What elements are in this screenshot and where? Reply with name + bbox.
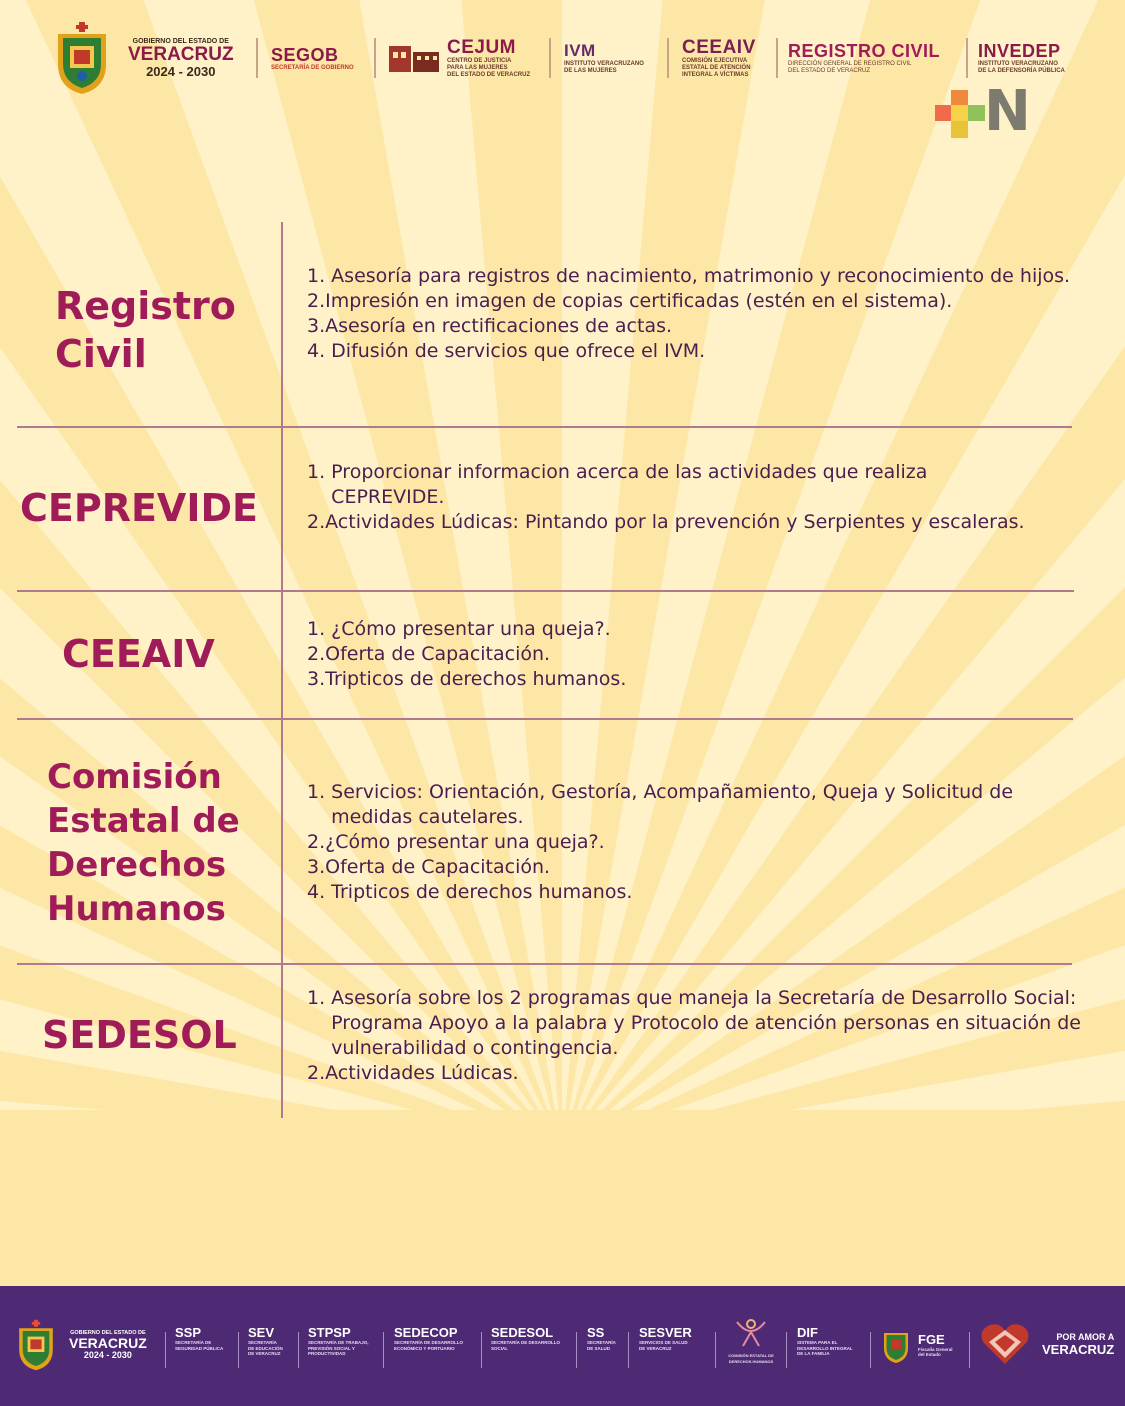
item-number: 1. [307, 265, 332, 287]
footer-ssp-logo [175, 1326, 223, 1351]
list-item [307, 510, 1107, 535]
heart-pattern-icon [980, 1322, 1030, 1366]
footer-bar [0, 1286, 1125, 1406]
list-item [307, 780, 1087, 830]
list-item [307, 339, 1087, 364]
row-divider [17, 426, 1072, 428]
item-text: Asesoría en rectificaciones de actas. [325, 315, 673, 337]
invedep-sub2: DE LA DEFENSORÍA PÚBLICA [978, 68, 1065, 74]
footer-cedh-logo [723, 1318, 779, 1364]
item-number: 2. [307, 511, 326, 533]
item-text: Oferta de Capacitación. [325, 856, 551, 878]
row-title-line: Civil [55, 332, 147, 376]
stpsp-sub2: PREVISIÓN SOCIAL Y [308, 1345, 355, 1351]
row-divider [17, 718, 1073, 720]
list-item [307, 642, 1087, 667]
registro-sub2: DEL ESTADO DE VERACRUZ [788, 68, 871, 74]
registro-title: REGISTRO CIVIL [788, 41, 941, 61]
row-title-line: Registro [55, 284, 236, 328]
footer-divider [165, 1332, 166, 1368]
segob-logo [271, 18, 354, 98]
ivm-logo [564, 18, 644, 98]
list-item [307, 314, 1087, 339]
item-text: Difusión de servicios que ofrece el IVM. [331, 340, 706, 362]
plus-n-brand-logo [934, 79, 1038, 144]
table-vertical-divider [281, 222, 283, 1118]
sesver-title: SESVER [639, 1325, 692, 1340]
header-divider [776, 38, 778, 78]
cejum-sub3: DEL ESTADO DE VERACRUZ [447, 71, 531, 78]
footer-gov-logo [15, 1318, 147, 1372]
dif-title: DIF [797, 1325, 818, 1340]
footer-divider [383, 1332, 384, 1368]
row-title-sedesol [42, 1011, 237, 1059]
footer-divider [298, 1332, 299, 1368]
row-title-line: CEEAIV [62, 632, 215, 676]
ss-sub2: DE SALUD [587, 1345, 611, 1351]
cejum-logo [389, 18, 530, 98]
registro-civil-list [307, 264, 1087, 364]
footer-fge-logo [880, 1326, 953, 1364]
ceeaiv-list [307, 617, 1087, 692]
row-title-line: Derechos [47, 845, 227, 885]
list-item [307, 617, 1087, 642]
stpsp-sub3: PRODUCTIVIDAD [308, 1351, 346, 1356]
footer-por-amor-logo [980, 1322, 1114, 1366]
ceeaiv-sub1: COMISIÓN EJECUTIVA [682, 57, 748, 64]
sedesol-sub1: SECRETARÍA DE DESARROLLO [491, 1340, 561, 1345]
item-number: 2. [307, 290, 326, 312]
item-text: ¿Cómo presentar una queja?. [331, 618, 611, 640]
ceeaiv-title: CEEAIV [682, 36, 756, 58]
item-text: Servicios: Orientación, Gestoría, Acompañamiento, Queja y Solicitud de medidas cautelares. [331, 781, 1014, 828]
footer-sesver-logo [639, 1326, 692, 1351]
item-text: ¿Cómo presentar una queja?. [325, 831, 605, 853]
cedh-sub2: DERECHOS HUMANOS [728, 1358, 774, 1364]
footer-gov-line2: VERACRUZ [69, 1335, 147, 1351]
row-title-ceeaiv [62, 630, 215, 678]
footer-divider [576, 1332, 577, 1368]
item-text: Asesoría para registros de nacimiento, matrimonio y reconocimiento de hijos. [331, 265, 1071, 287]
human-figure-icon [733, 1318, 769, 1348]
row-divider [17, 590, 1074, 592]
row-title-line: Estatal de [47, 801, 240, 841]
fge-title: FGE [918, 1331, 945, 1347]
sev-sub3: DE VERACRUZ [248, 1351, 281, 1356]
brand-letter: N [984, 79, 1031, 144]
cedh-sub1: COMISIÓN ESTATAL DE [728, 1353, 774, 1358]
footer-gov-line3: 2024 - 2030 [83, 1350, 132, 1360]
row-title-ceprevide [20, 484, 258, 532]
footer-gov-line1: GOBIERNO DEL ESTADO DE [70, 1330, 146, 1336]
cejum-sub2: PARA LAS MUJERES [447, 64, 508, 71]
item-number: 1. [307, 781, 332, 803]
list-item [307, 1061, 1087, 1086]
list-item [307, 986, 1087, 1061]
footer-divider [786, 1332, 787, 1368]
ssp-sub1: SECRETARÍA DE [175, 1340, 212, 1345]
amor-line1: POR AMOR A [1056, 1331, 1115, 1342]
item-number: 4. [307, 881, 332, 903]
cejum-sub1: CENTRO DE JUSTICIA [447, 57, 512, 64]
item-number: 1. [307, 461, 332, 483]
header-divider [374, 38, 376, 78]
sedecop-title: SEDECOP [394, 1325, 458, 1340]
ceprevide-list [307, 460, 1107, 535]
row-divider [17, 963, 1072, 965]
fge-sub1: Fiscalía General [918, 1346, 953, 1352]
stpsp-title: STPSP [308, 1325, 351, 1340]
item-text: Tripticos de derechos humanos. [331, 881, 633, 903]
item-text: Impresión en imagen de copias certificadas (estén en el sistema). [325, 290, 953, 312]
list-item [307, 880, 1087, 905]
sesver-sub1: SERVICIOS DE SALUD [639, 1340, 688, 1345]
footer-divider [481, 1332, 482, 1368]
item-number: 3. [307, 856, 326, 878]
ivm-sub1: INSTITUTO VERACRUZANO [564, 61, 644, 67]
veracruz-shield-icon [15, 1318, 57, 1372]
footer-divider [715, 1332, 716, 1368]
sev-sub1: SECRETARÍA [248, 1340, 277, 1345]
sesver-sub2: DE VERACRUZ [639, 1345, 672, 1351]
ss-sub1: SECRETARÍA [587, 1340, 616, 1345]
dif-sub2: DESARROLLO INTEGRAL [797, 1345, 853, 1351]
derechos-humanos-list [307, 780, 1087, 905]
item-text: Actividades Lúdicas. [325, 1062, 519, 1084]
item-text: Asesoría sobre los 2 programas que maneja la Secretaría de Desarrollo Social: Programa Apoyo a la palabra y Protocolo de atención personas en situación de vulnerabilidad o contingencia. [331, 987, 1081, 1059]
item-number: 2. [307, 831, 326, 853]
sedesol-title: SEDESOL [491, 1325, 554, 1340]
ceeaiv-sub2: ESTATAL DE ATENCIÓN [682, 64, 751, 71]
list-item [307, 460, 997, 510]
list-item [307, 855, 1087, 880]
gov-line2: VERACRUZ [128, 43, 234, 65]
segob-title: SEGOB [271, 44, 339, 65]
amor-line2: VERACRUZ [1042, 1341, 1115, 1357]
footer-sedesol-logo [491, 1326, 560, 1351]
gov-line1: GOBIERNO DEL ESTADO DE [132, 37, 229, 45]
item-number: 3. [307, 668, 326, 690]
sev-title: SEV [248, 1325, 275, 1340]
fge-shield-icon [880, 1326, 912, 1364]
row-title-registro-civil [55, 282, 236, 378]
footer-divider [238, 1332, 239, 1368]
row-title-derechos-humanos [47, 755, 240, 931]
item-number: 4. [307, 340, 332, 362]
item-text: Tripticos de derechos humanos. [325, 668, 627, 690]
list-item [307, 667, 1087, 692]
item-number: 2. [307, 1062, 326, 1084]
footer-ss-logo [587, 1326, 616, 1351]
dif-sub3: DE LA FAMILIA [797, 1351, 830, 1356]
veracruz-shield-icon [52, 20, 112, 96]
item-text: Proporcionar informacion acerca de las actividades que realiza CEPREVIDE. [331, 461, 928, 508]
cejum-title: CEJUM [447, 36, 517, 58]
item-number: 1. [307, 987, 332, 1009]
sedesol-list [307, 986, 1087, 1086]
item-number: 2. [307, 643, 326, 665]
footer-divider [870, 1332, 871, 1368]
invedep-sub1: INSTITUTO VERACRUZANO [978, 61, 1058, 67]
item-number: 3. [307, 315, 326, 337]
header-divider [966, 38, 968, 78]
item-text: Actividades Lúdicas: Pintando por la prevención y Serpientes y escaleras. [325, 511, 1025, 533]
list-item [307, 289, 1087, 314]
footer-divider [628, 1332, 629, 1368]
list-item [307, 264, 1087, 289]
registro-sub1: DIRECCIÓN GENERAL DE REGISTRO CIVIL [788, 61, 912, 67]
item-number: 1. [307, 618, 332, 640]
registro-civil-logo [788, 18, 940, 98]
segob-subtitle: SECRETARÍA DE GOBIERNO [271, 64, 354, 71]
row-title-line: CEPREVIDE [20, 486, 258, 530]
footer-sev-logo [248, 1326, 283, 1357]
header-divider [667, 38, 669, 78]
footer-divider [969, 1332, 970, 1368]
veracruz-government-logo [52, 18, 234, 98]
ivm-sub2: DE LAS MUJERES [564, 68, 617, 74]
row-title-line: SEDESOL [42, 1013, 237, 1057]
list-item [307, 830, 1087, 855]
sev-sub2: DE EDUCACIÓN [248, 1345, 283, 1351]
sedecop-sub2: ECONÓMICO Y PORTUARIO [394, 1345, 455, 1351]
stpsp-sub1: SECRETARÍA DE TRABAJO, [308, 1340, 369, 1345]
invedep-title: INVEDEP [978, 41, 1061, 61]
fge-sub2: del Estado [918, 1352, 941, 1357]
ceeaiv-sub3: INTEGRAL A VÍCTIMAS [682, 71, 749, 78]
dif-sub1: SISTEMA PARA EL [797, 1340, 838, 1345]
ivm-title: IVM [564, 41, 596, 60]
footer-stpsp-logo [308, 1326, 369, 1357]
header-divider [256, 38, 258, 78]
item-text: Oferta de Capacitación. [325, 643, 551, 665]
sedecop-sub1: SECRETARÍA DE DESARROLLO [394, 1340, 464, 1345]
gov-line3: 2024 - 2030 [146, 63, 216, 79]
row-title-line: Comisión [47, 757, 222, 797]
ss-title: SS [587, 1325, 605, 1340]
colored-plus-icon [934, 88, 986, 140]
row-title-line: Humanos [47, 889, 226, 929]
ssp-title: SSP [175, 1325, 202, 1340]
footer-sedecop-logo [394, 1326, 463, 1351]
footer-dif-logo [797, 1326, 853, 1357]
sedesol-sub2: SOCIAL [491, 1345, 509, 1351]
ceeaiv-logo [682, 18, 756, 98]
ssp-sub2: SEGURIDAD PÚBLICA [175, 1345, 224, 1351]
cejum-building-icon [389, 42, 441, 74]
header-divider [549, 38, 551, 78]
